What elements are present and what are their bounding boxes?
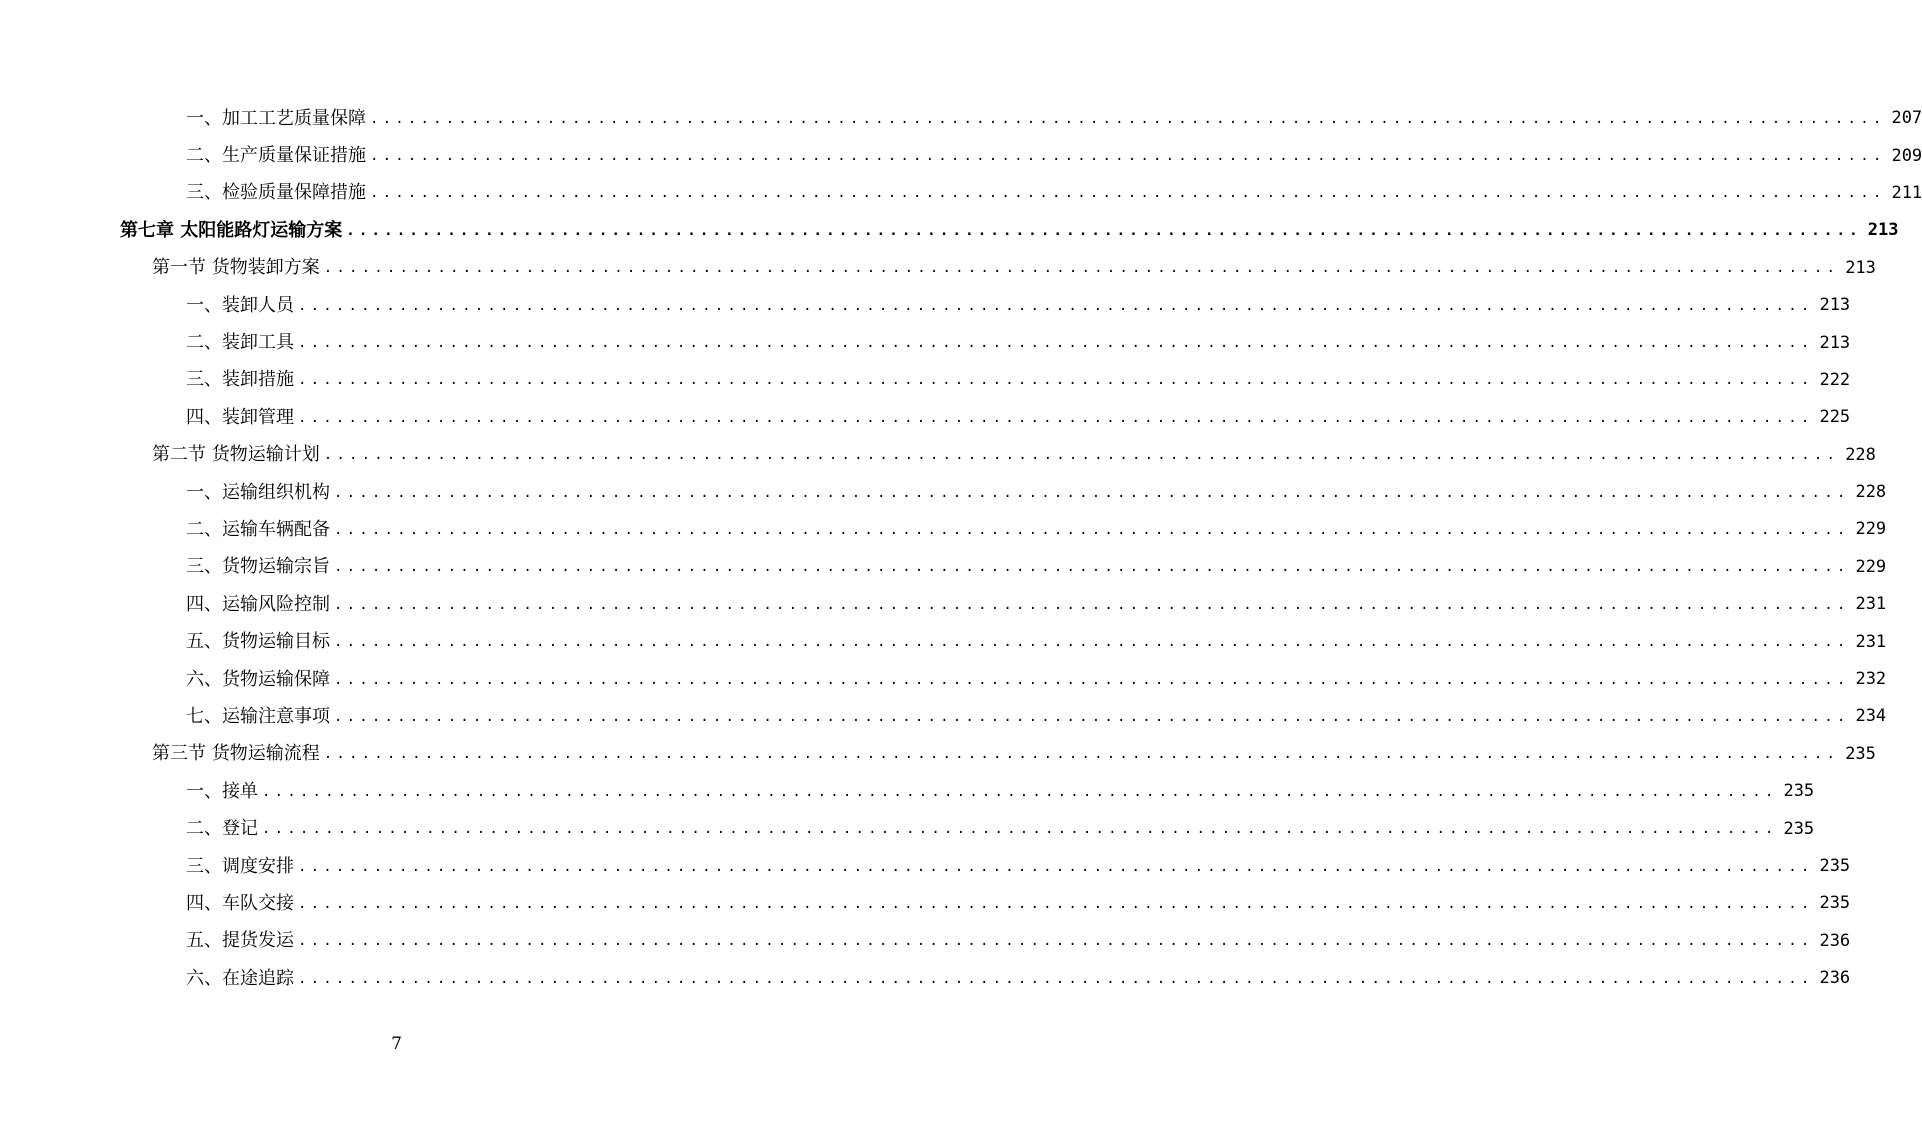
toc-dot-leader: ........................................................................................................................ (370, 185, 1886, 202)
toc-entry-title: 五、货物运输目标 (186, 631, 330, 653)
toc-entry-title: 三、货物运输宗旨 (186, 556, 330, 578)
toc-entry-title: 六、货物运输保障 (186, 668, 330, 690)
toc-section-entry[interactable] (0, 250, 1876, 287)
toc-section-page: 235 (1845, 743, 1876, 764)
toc-entry-title: 二、装卸工具 (186, 332, 294, 354)
toc-dot-leader: ........................................................................................................................ (346, 222, 1862, 239)
toc-entry-title: 二、生产质量保证措施 (186, 145, 366, 167)
toc-entry[interactable] (0, 549, 1887, 586)
toc-entry-title: 一、加工工艺质量保障 (186, 107, 366, 129)
toc-entry[interactable] (0, 960, 1851, 997)
toc-dot-leader: ........................................................................................................................ (298, 858, 1814, 875)
toc-chapter-entry[interactable] (0, 212, 1899, 249)
toc-dot-leader: ........................................................................................................................ (298, 297, 1814, 314)
page-number: 7 (391, 1034, 402, 1054)
toc-entry[interactable] (0, 100, 1922, 137)
toc-entry-page: 207 (1891, 108, 1922, 129)
toc-section-entry[interactable] (0, 437, 1876, 474)
toc-entry-title: 一、装卸人员 (186, 294, 294, 316)
toc-dot-leader: ........................................................................................................................ (323, 746, 1840, 763)
toc-entry-title: 四、装卸管理 (186, 406, 294, 428)
toc-section-page: 228 (1845, 444, 1876, 465)
toc-entry[interactable] (0, 586, 1887, 623)
toc-entry-title: 二、运输车辆配备 (186, 518, 330, 540)
toc-entry[interactable] (0, 137, 1922, 174)
table-of-contents (0, 100, 1922, 997)
toc-entry-title: 四、车队交接 (186, 892, 294, 914)
toc-dot-leader: ........................................................................................................................ (323, 260, 1840, 277)
toc-entry[interactable] (0, 773, 1815, 810)
toc-entry-page: 231 (1855, 631, 1887, 652)
toc-entry-page: 209 (1891, 145, 1922, 166)
toc-section-title: 第三节 货物运输流程 (152, 743, 320, 765)
toc-entry-title: 五、提货发运 (186, 930, 294, 952)
toc-entry[interactable] (0, 923, 1851, 960)
toc-entry-page: 213 (1819, 332, 1851, 353)
toc-dot-leader: ........................................................................................................................ (298, 895, 1814, 912)
toc-section-title: 第一节 货物装卸方案 (152, 257, 320, 279)
toc-dot-leader: ........................................................................................................................ (334, 521, 1850, 538)
toc-dot-leader: ........................................................................................................................ (334, 484, 1850, 501)
toc-entry[interactable] (0, 287, 1851, 324)
toc-entry-title: 三、装卸措施 (186, 369, 294, 391)
toc-entry-page: 236 (1819, 968, 1851, 989)
toc-dot-leader: ........................................................................................................................ (298, 933, 1814, 950)
toc-dot-leader: ........................................................................................................................ (334, 634, 1850, 651)
toc-section-title: 第二节 货物运输计划 (152, 444, 320, 466)
toc-chapter-title: 第七章 太阳能路灯运输方案 (120, 219, 343, 241)
toc-entry-page: 232 (1855, 669, 1887, 690)
toc-dot-leader: ........................................................................................................................ (298, 409, 1814, 426)
toc-entry[interactable] (0, 399, 1851, 436)
toc-entry-page: 228 (1855, 482, 1887, 503)
toc-entry-title: 二、登记 (186, 818, 258, 840)
toc-dot-leader: ........................................................................................................................ (262, 783, 1778, 800)
toc-dot-leader: ........................................................................................................................ (370, 148, 1886, 165)
toc-entry-title: 四、运输风险控制 (186, 593, 330, 615)
toc-entry[interactable] (0, 885, 1851, 922)
toc-dot-leader: ........................................................................................................................ (323, 447, 1840, 464)
toc-entry-page: 222 (1819, 369, 1851, 390)
toc-section-page: 213 (1845, 257, 1876, 278)
toc-entry[interactable] (0, 848, 1851, 885)
toc-dot-leader: ........................................................................................................................ (298, 335, 1814, 352)
toc-entry-page: 236 (1819, 930, 1851, 951)
toc-dot-leader: ........................................................................................................................ (262, 821, 1778, 838)
toc-dot-leader: ........................................................................................................................ (370, 110, 1886, 127)
toc-entry-page: 235 (1783, 781, 1815, 802)
toc-dot-leader: ........................................................................................................................ (298, 372, 1814, 389)
toc-entry-title: 六、在途追踪 (186, 967, 294, 989)
toc-entry-title: 三、调度安排 (186, 855, 294, 877)
toc-entry[interactable] (0, 810, 1815, 847)
toc-entry-page: 235 (1783, 818, 1815, 839)
toc-entry-page: 229 (1855, 519, 1887, 540)
toc-entry-title: 一、接单 (186, 780, 258, 802)
toc-chapter-page: 213 (1867, 220, 1899, 241)
toc-entry-page: 229 (1855, 556, 1887, 577)
toc-entry-title: 一、运输组织机构 (186, 481, 330, 503)
toc-section-entry[interactable] (0, 736, 1876, 773)
toc-entry[interactable] (0, 511, 1887, 548)
toc-dot-leader: ........................................................................................................................ (334, 708, 1850, 725)
toc-dot-leader: ........................................................................................................................ (334, 671, 1850, 688)
toc-entry-page: 211 (1891, 182, 1922, 203)
toc-entry[interactable] (0, 362, 1851, 399)
toc-dot-leader: ........................................................................................................................ (298, 970, 1814, 987)
toc-entry-page: 235 (1819, 856, 1851, 876)
toc-entry-title: 七、运输注意事项 (186, 705, 330, 727)
toc-entry[interactable] (0, 324, 1851, 361)
toc-entry-page: 234 (1855, 706, 1887, 727)
toc-entry-page: 235 (1819, 893, 1851, 914)
toc-entry-title: 三、检验质量保障措施 (186, 182, 366, 204)
toc-entry[interactable] (0, 661, 1887, 698)
toc-entry-page: 225 (1819, 407, 1851, 428)
toc-entry[interactable] (0, 474, 1887, 511)
toc-entry-page: 231 (1855, 594, 1887, 615)
toc-entry[interactable] (0, 698, 1887, 735)
toc-entry[interactable] (0, 175, 1922, 212)
toc-entry-page: 213 (1819, 295, 1851, 316)
toc-dot-leader: ........................................................................................................................ (334, 596, 1850, 613)
toc-dot-leader: ........................................................................................................................ (334, 559, 1850, 576)
toc-entry[interactable] (0, 623, 1887, 660)
